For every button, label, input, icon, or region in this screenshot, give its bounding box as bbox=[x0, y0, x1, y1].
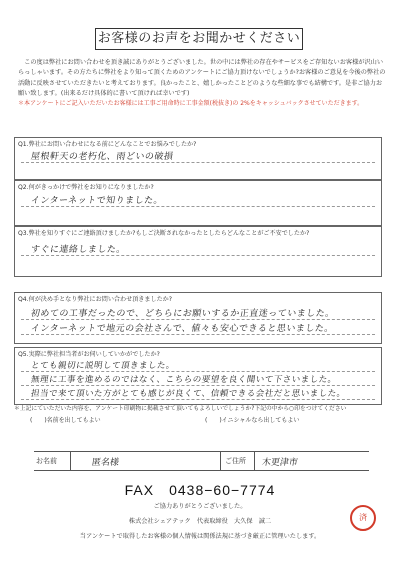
question-1-label: Q1.弊社にお問い合わせになる前にどんなことでお悩みでしたか? bbox=[18, 141, 197, 148]
question-1-answer: 屋根軒天の老朽化、雨どいの破損 bbox=[30, 152, 175, 162]
page-title: お客様のお声をお聞かせください bbox=[95, 28, 303, 50]
question-4-label: Q4.何が決め手となり弊社にお問い合わせ頂きましたか? bbox=[18, 296, 173, 303]
privacy-note: 当アンケートで取得したお客様の個人情報は関係法規に基づき厳正に管理いたします。 bbox=[79, 533, 321, 540]
answer-line bbox=[21, 371, 375, 372]
answer-line bbox=[21, 319, 375, 320]
question-5-answer-line-1: とても親切に説明して頂きました。 bbox=[30, 361, 176, 371]
question-4-answer-line-2: インターネットで地元の会社さんで、値々も安心できると思いました。 bbox=[30, 324, 335, 334]
customer-info-box bbox=[34, 451, 369, 471]
question-5-block bbox=[14, 347, 382, 405]
question-3-label: Q3.弊社を知りすぐにご連絡頂けましたか?もしご決断されなかったとしたらどんなことがご不安でしたか? bbox=[18, 230, 310, 237]
question-1-block bbox=[14, 137, 382, 180]
question-5-answer-line-2: 無理に工事を進めるのではなく、こちらの要望を良く聞いて下さいました。 bbox=[30, 375, 338, 385]
divider bbox=[220, 452, 221, 470]
question-4-block bbox=[14, 292, 382, 344]
question-2-answer: インターネットで知りました。 bbox=[30, 196, 164, 206]
answer-line bbox=[21, 255, 375, 256]
address-value: 木更津市 bbox=[261, 458, 299, 468]
question-3-block bbox=[14, 226, 382, 277]
consent-option-name[interactable]: ( )名前を出してもよい bbox=[30, 417, 101, 424]
address-label: ご住所 bbox=[225, 457, 246, 465]
fax-number: FAX 0438−60−7774 bbox=[124, 482, 276, 498]
company-signature: 株式会社シェアテック 代表取締役 大久保 誠二 bbox=[128, 518, 272, 525]
question-4-answer-line-1: 初めての工事だったので、どちらにお願いするか正直迷っていました。 bbox=[30, 309, 336, 319]
intro-paragraph: この度は弊社にお問い合わせを頂き誠にありがとうございました。世の中には弊社の存在やサービスをご存知ないお客様が沢山いらっしゃいます。その方たちに弊社をより知って頂くためのアンケートにご協力頂けないでしょうか?お客様のご意見を今後の弊社の活動に反映させていただきたいと考えております。良かったこと、嬉しかったことどのような些細な事でも結構です。是非ご協力お願い致します。(出来るだけ具体的に書いて頂ければ幸いです) bbox=[18, 59, 386, 97]
question-3-answer: すぐに連絡しました。 bbox=[30, 245, 127, 255]
name-label: お名前 bbox=[36, 457, 57, 465]
seal-stamp: 済 bbox=[350, 505, 376, 531]
publication-consent-note: ＊上記にていただいた内容を、アンケート印刷物に掲載させて頂いてもよろしいでしょうか?下記の中から○印をつけてください bbox=[14, 406, 347, 412]
answer-line bbox=[21, 206, 375, 207]
question-2-block bbox=[14, 180, 382, 226]
cashback-note: ＊本アンケートにご記入いただいたお客様には工事ご用命時に工事金額(税抜き)の 2%をキャッシュバックさせていただきます。 bbox=[18, 100, 364, 108]
answer-line bbox=[21, 385, 375, 386]
name-value: 匿名様 bbox=[91, 458, 120, 468]
answer-line bbox=[21, 334, 375, 335]
thanks-text: ご協力ありがとうございました。 bbox=[153, 503, 247, 510]
consent-option-initials[interactable]: ( )イニシャルなら出してもよい bbox=[205, 417, 300, 424]
divider bbox=[70, 452, 71, 470]
question-5-label: Q5.実際に弊社担当者がお伺いしていかがでしたか? bbox=[18, 351, 160, 358]
question-2-label: Q2.何がきっかけで弊社をお知りになりましたか? bbox=[18, 184, 154, 191]
question-5-answer-line-3: 担当で来て頂いた方がとても感じが良くて、信頼できる会社だと思いました。 bbox=[30, 389, 347, 399]
intro-text bbox=[18, 58, 388, 109]
divider bbox=[254, 452, 255, 470]
answer-line bbox=[21, 399, 375, 400]
answer-line bbox=[21, 162, 375, 163]
